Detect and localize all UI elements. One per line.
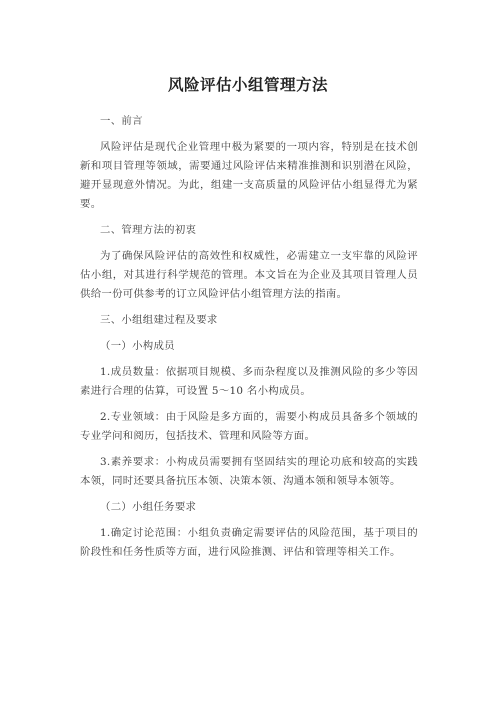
paragraph-member-expertise: 2.专业领域：由于风险是多方面的，需要小构成员具备多个领域的专业学问和阅历，包括技术、管理和风险等方面。 [80, 411, 418, 442]
paragraph-purpose: 为了确保风险评估的高效性和权威性，必需建立一支牢靠的风险评估小组，对其进行科学规范的管理。本文旨在为企业及其项目管理人员供给一份可供参考的订立风险评估小组管理方法的指南。 [80, 249, 418, 300]
paragraph-task-scope: 1.确定讨论范围：小组负责确定需要评估的风险范围，基于项目的阶段性和任务性质等方面，进行风险推测、评估和管理等相关工作。 [80, 527, 418, 559]
paragraph-preface: 风险评估是现代企业管理中极为紧要的一项内容，特别是在技术创新和项目管理等领域，需要通过风险评估来精准推测和识别潜在风险，避开显现意外情况。为此，组建一支高质量的风险评估小组显得尤为紧要。 [80, 141, 418, 210]
section-heading-preface: 一、前言 [100, 115, 143, 127]
subheading-members: （一）小构成员 [100, 339, 175, 352]
page-title: 风险评估小组管理方法 [167, 76, 328, 94]
subheading-tasks: （二）小组任务要求 [100, 501, 197, 514]
section-heading-purpose: 二、管理方法的初衷 [100, 223, 197, 236]
document-body [80, 112, 418, 569]
paragraph-member-qualities: 3.素养要求：小构成员需要拥有坚固结实的理论功底和较高的实践本领，同时还要具备抗压本领、决策本领、沟通本领和领导本领等。 [80, 456, 418, 487]
paragraph-member-count: 1.成员数量：依据项目规模、多而杂程度以及推测风险的多少等因素进行合理的估算，可设置 5～10 名小构成员。 [80, 366, 418, 397]
section-heading-formation: 三、小组组建过程及要求 [100, 313, 218, 326]
